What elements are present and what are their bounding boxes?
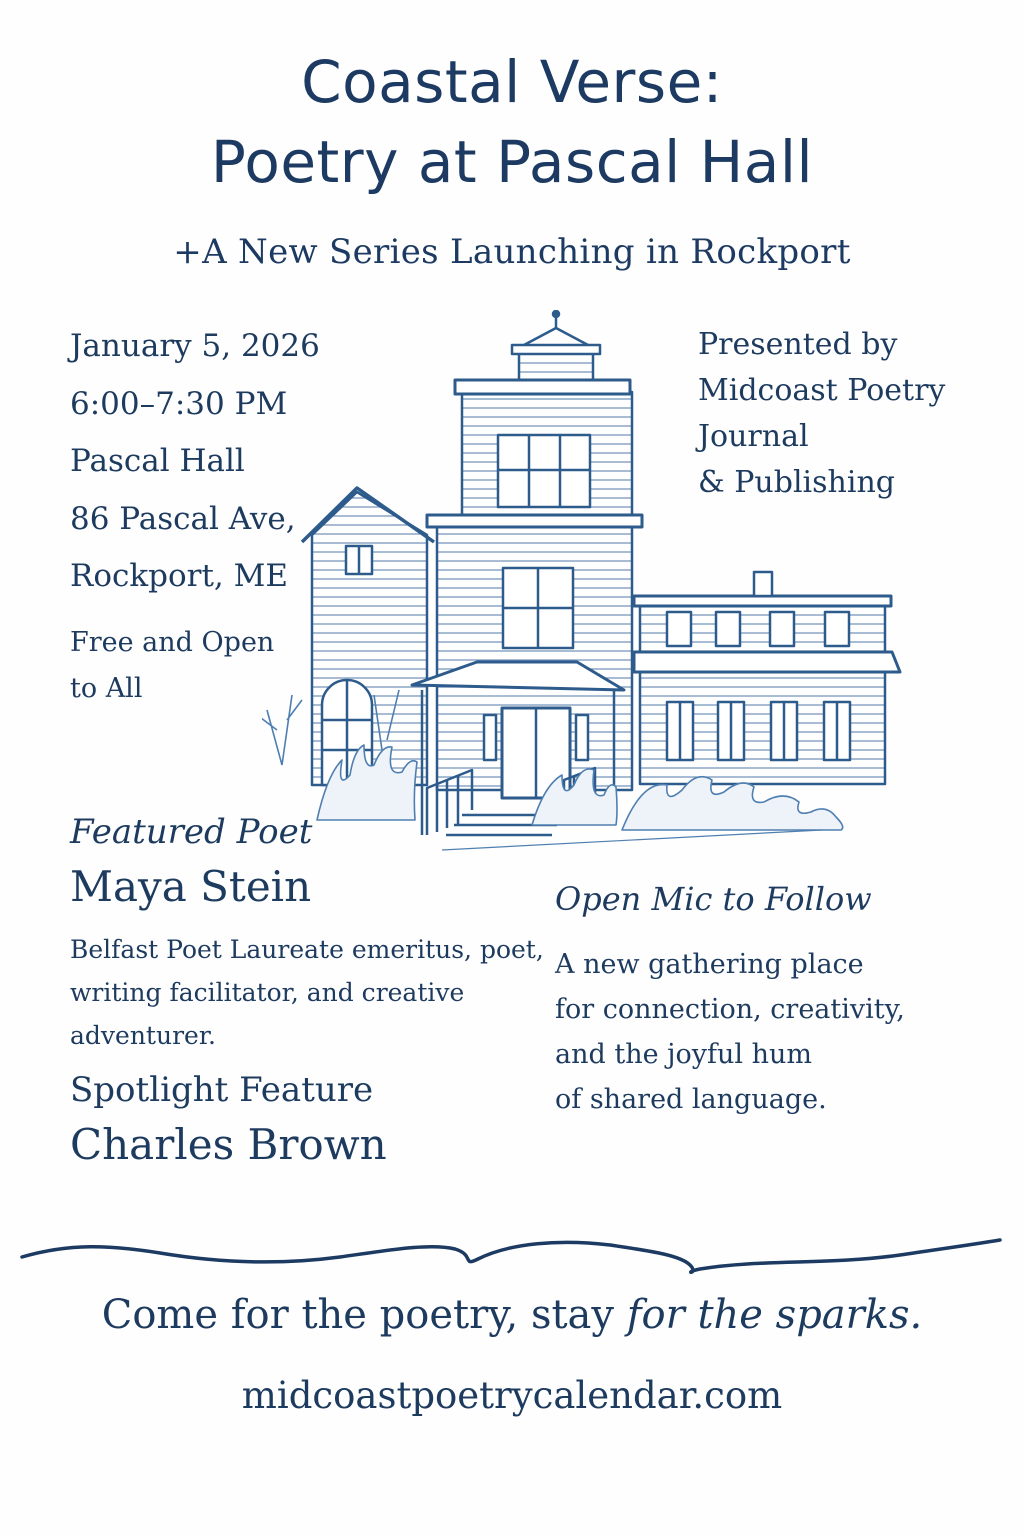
admission-line-1: Free and Open [70, 627, 275, 658]
event-address-line-2: Rockport, ME [70, 558, 289, 594]
wave-divider [0, 1225, 1024, 1295]
title-line-2: Poetry at Pascal Hall [210, 128, 814, 196]
right-wing [634, 572, 900, 784]
event-time: 6:00–7:30 PM [70, 385, 288, 422]
presenter-line-1: Presented by [698, 327, 898, 362]
title-line-1: Coastal Verse: [301, 48, 723, 116]
open-mic-line-2: for connection, creativity, [555, 994, 905, 1025]
event-date: January 5, 2026 [70, 328, 320, 364]
featured-poet-label: Featured Poet [70, 812, 313, 852]
poster-title [0, 42, 1024, 202]
website-link[interactable]: midcoastpoetrycalendar.com [241, 1374, 783, 1417]
open-mic-line-4: of shared language. [555, 1084, 827, 1115]
presenter-line-3: Journal [698, 419, 809, 454]
open-mic-label: Open Mic to Follow [555, 880, 872, 918]
open-mic-description [555, 942, 975, 1122]
featured-poet-name: Maya Stein [70, 862, 312, 911]
event-venue: Pascal Hall [70, 443, 245, 479]
poster-subtitle: +A New Series Launching in Rockport [173, 232, 851, 272]
tagline-italic: for the sparks. [626, 1292, 923, 1338]
left-wing [302, 488, 434, 785]
bio-line-3: adventurer. [70, 1021, 216, 1050]
spotlight-feature-name: Charles Brown [70, 1120, 387, 1169]
admission-line-2: to All [70, 673, 143, 704]
open-mic-line-3: and the joyful hum [555, 1039, 813, 1070]
bio-line-2: writing facilitator, and creative [70, 978, 465, 1007]
featured-poet-bio [70, 928, 550, 1057]
event-address-line-1: 86 Pascal Ave, [70, 500, 296, 537]
presenter-line-4: & Publishing [698, 465, 895, 500]
spotlight-feature-label: Spotlight Feature [70, 1070, 374, 1110]
presenter-line-2: Midcoast Poetry [698, 373, 946, 408]
bio-line-1: Belfast Poet Laureate emeritus, poet, [70, 935, 544, 964]
tagline-regular: Come for the poetry, stay [101, 1292, 627, 1338]
pascal-hall-illustration [262, 310, 912, 870]
open-mic-line-1: A new gathering place [555, 949, 864, 980]
tagline [0, 1292, 1024, 1338]
